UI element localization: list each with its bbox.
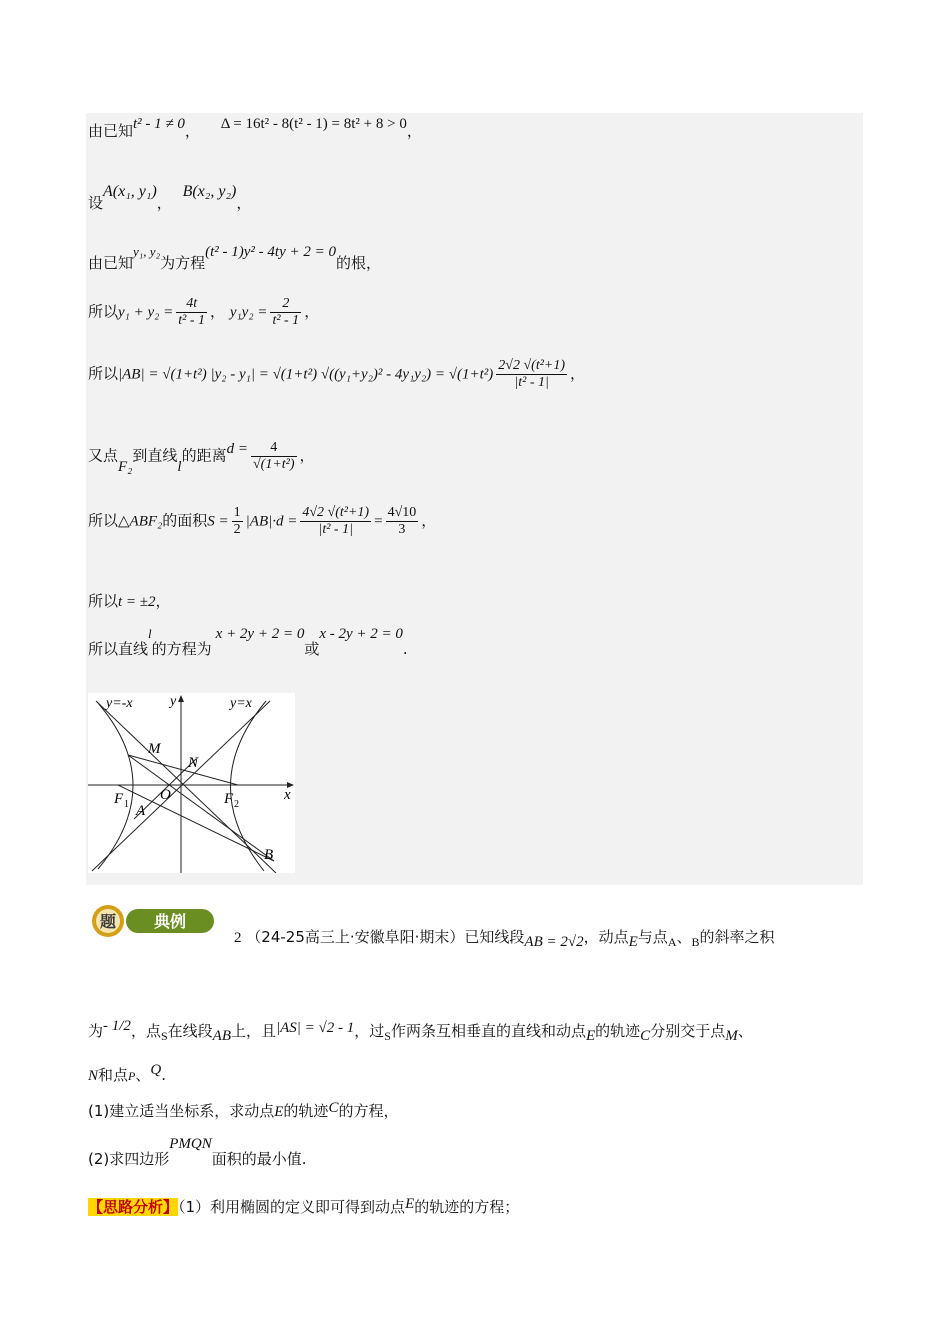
math: A <box>667 935 677 949</box>
text: (1)建立适当坐标系，求动点 <box>88 1102 275 1120</box>
example-line-1 <box>234 926 775 950</box>
text: (2)求四边形 <box>88 1150 170 1168</box>
math: N <box>88 1068 99 1084</box>
text: ， <box>210 302 226 321</box>
numerator: 4 <box>251 440 297 457</box>
text: ，点 <box>130 1022 161 1040</box>
text: 为方程 <box>160 254 206 272</box>
solution-line-4 <box>88 296 319 329</box>
text: ， <box>156 194 172 212</box>
math: y₁, y₂ <box>133 244 161 259</box>
label-F1-subscript: 1 <box>124 799 129 810</box>
text: ， <box>236 194 252 212</box>
math: t = ±2 <box>118 594 156 610</box>
solution-line-2 <box>88 180 252 212</box>
text: 所以 <box>88 364 119 383</box>
text: 的轨迹 <box>283 1102 329 1120</box>
label-F2-subscript: 2 <box>234 799 239 810</box>
math: E <box>274 1104 284 1120</box>
denominator: 3 <box>398 522 406 537</box>
text: 或 <box>304 640 320 658</box>
text: 又点 <box>88 446 119 465</box>
math: t² - 1 ≠ 0 <box>133 116 185 132</box>
text: 和点 <box>98 1066 129 1084</box>
denominator: t² - 1 <box>272 313 300 328</box>
text: 分别交于点 <box>650 1022 726 1040</box>
text: 所以 <box>88 302 119 321</box>
label-F1: F <box>114 791 124 807</box>
math: |AS| = √2 - 1 <box>276 1020 355 1036</box>
text: 所以直线 <box>88 640 149 658</box>
fraction <box>270 296 301 329</box>
text: 的方程为 <box>151 640 212 658</box>
numerator: 2√2 √(t²+1) <box>498 358 566 373</box>
text: 为 <box>88 1022 104 1040</box>
label-A: A <box>136 803 146 819</box>
text: 的轨迹 <box>595 1022 641 1040</box>
math: y₁ + y₂ = <box>118 304 174 321</box>
math: S = <box>207 513 229 530</box>
solution-line-8 <box>88 590 171 611</box>
math: E <box>585 1028 596 1044</box>
text: 到直线 <box>132 446 178 465</box>
text: 的根， <box>336 254 382 272</box>
math: x + 2y + 2 = 0 <box>215 626 305 642</box>
hyperbola-left-branch <box>98 703 133 869</box>
analysis-tag: 【思路分析】 <box>88 1198 179 1216</box>
text: （1）利用椭圆的定义即可得到动点 <box>178 1198 406 1216</box>
denominator: √(1+t²) <box>252 457 295 472</box>
label-y-neg-x: y=-x <box>106 696 133 711</box>
text: ， <box>421 511 437 530</box>
example-line-2 <box>88 1018 753 1044</box>
hyperbola-figure <box>88 693 295 873</box>
text: 、 <box>135 1066 151 1084</box>
label-M: M <box>148 741 161 757</box>
numerator: 1 <box>233 505 241 520</box>
text: 、 <box>676 928 692 946</box>
text: 由已知 <box>88 122 134 140</box>
text: ， <box>299 446 315 465</box>
question-1 <box>88 1100 398 1121</box>
example-number: 2 <box>234 930 242 946</box>
line-MB <box>128 755 274 861</box>
math: PMQN <box>169 1136 212 1152</box>
label-N: N <box>188 755 199 771</box>
badge-graphic <box>88 903 220 939</box>
text: 作两条互相垂直的直线和动点 <box>390 1022 586 1040</box>
text: 在线段 <box>167 1022 213 1040</box>
text: ，动点 <box>583 928 629 946</box>
text: ， <box>406 122 422 140</box>
fraction <box>176 296 207 329</box>
math: △ABF₂ <box>118 513 163 530</box>
fraction <box>386 505 419 538</box>
denominator: |t² - 1| <box>318 522 353 537</box>
fraction <box>251 440 297 473</box>
text: 上，且 <box>230 1022 276 1040</box>
text: ，过 <box>354 1022 385 1040</box>
fraction <box>300 505 371 538</box>
analysis-line <box>88 1196 519 1217</box>
example-badge <box>88 903 220 939</box>
label-B: B <box>264 847 274 863</box>
math: C <box>640 1028 651 1044</box>
text: 设 <box>88 194 104 212</box>
math: P <box>128 1069 136 1083</box>
text: 由已知 <box>88 254 134 272</box>
math: y₁y₂ = <box>229 304 268 321</box>
numerator: 4√10 <box>387 505 417 520</box>
text: . <box>161 1066 167 1084</box>
text: ， <box>184 122 200 140</box>
math: AB <box>212 1028 231 1044</box>
text: ， <box>304 302 320 321</box>
math: S <box>384 1029 391 1043</box>
label-y-axis: y <box>170 694 177 709</box>
math: E <box>628 934 638 950</box>
math: |AB| = √(1+t²) |y₂ - y₁| = √(1+t²) √((y₁+y₂)² - 4y₁y₂) = √(1+t²) <box>118 366 494 383</box>
label-y-pos-x: y=x <box>230 696 252 711</box>
text: 已知线段 <box>464 928 525 946</box>
math: Δ = 16t² - 8(t² - 1) = 8t² + 8 > 0 <box>220 116 407 132</box>
hyperbola-right-branch <box>230 701 266 871</box>
text: 的面积 <box>162 511 208 530</box>
text: 的斜率之积 <box>699 928 775 946</box>
text: ， <box>155 592 171 610</box>
math: C <box>328 1100 339 1116</box>
example-source: （24-25高三上·安徽阜阳·期末） <box>246 928 465 946</box>
text: 的距离 <box>181 446 227 465</box>
math: (t² - 1)y² - 4ty + 2 = 0 <box>205 244 336 260</box>
math: d = <box>226 440 248 457</box>
fraction <box>232 505 243 538</box>
denominator: |t² - 1| <box>514 375 549 390</box>
numerator: 2 <box>270 296 301 313</box>
solution-line-6 <box>88 440 315 473</box>
math: F₂ <box>118 458 133 475</box>
text: 所以 <box>88 592 119 610</box>
solution-line-9 <box>88 622 408 658</box>
solution-line-3 <box>88 240 382 272</box>
math: B <box>691 935 700 949</box>
text: 的方程， <box>338 1102 399 1120</box>
math: S <box>160 1029 168 1043</box>
math: E <box>405 1196 415 1212</box>
numerator: 4t <box>176 296 207 313</box>
math: |AB|·d = <box>245 513 298 530</box>
math: A(x₁, y₁) <box>103 183 157 200</box>
label-F2: F <box>224 791 234 807</box>
solution-line-5 <box>88 358 585 391</box>
math: M <box>725 1028 738 1044</box>
text: 的轨迹的方程； <box>414 1198 520 1216</box>
hyperbola-diagram <box>88 693 295 873</box>
solution-line-1 <box>88 116 422 141</box>
badge-left-text: 题 <box>99 912 117 931</box>
math: l <box>148 626 152 641</box>
example-line-3 <box>88 1064 166 1085</box>
math: l <box>177 458 182 475</box>
label-x-axis: x <box>284 787 291 803</box>
math: - 1/2 <box>103 1018 131 1034</box>
math: AB = 2√2 <box>524 934 584 950</box>
math: x - 2y + 2 = 0 <box>319 626 403 642</box>
badge-right-text: 典例 <box>153 912 187 931</box>
denominator: t² - 1 <box>178 313 206 328</box>
text: 面积的最小值. <box>211 1150 307 1168</box>
y-axis-arrow <box>178 695 184 702</box>
text: . <box>402 640 408 658</box>
math: Q <box>150 1062 162 1078</box>
numerator: 4√2 √(t²+1) <box>302 505 370 520</box>
text: 与点 <box>637 928 668 946</box>
fraction <box>496 358 567 391</box>
line-MF2 <box>128 755 238 785</box>
solution-line-7 <box>88 505 436 538</box>
question-2 <box>88 1132 307 1168</box>
denominator: 2 <box>233 522 241 537</box>
text: 、 <box>737 1022 753 1040</box>
text: ， <box>570 364 586 383</box>
math: B(x₂, y₂) <box>182 183 237 200</box>
label-O: O <box>160 787 171 803</box>
text: 所以 <box>88 511 119 530</box>
math: = <box>374 513 383 530</box>
